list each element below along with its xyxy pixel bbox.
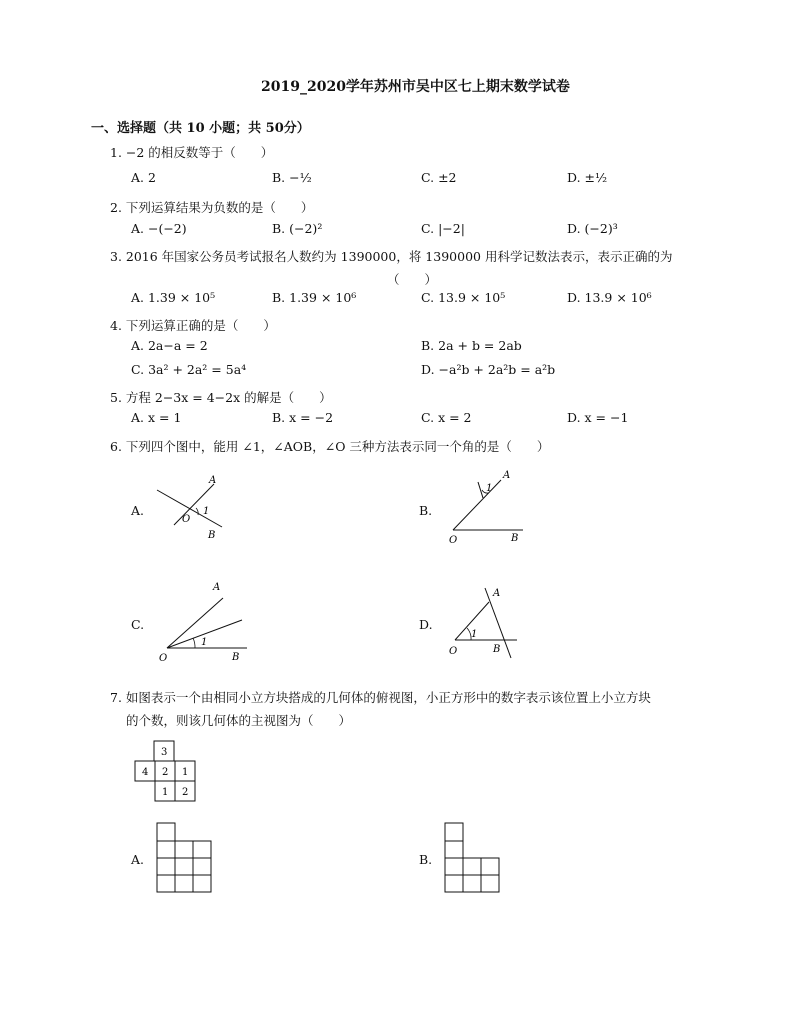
q5-option-d[interactable]: D. x = −1 xyxy=(567,410,629,425)
label-o: O xyxy=(449,535,458,546)
question-1-stem: 1. −2 的相反数等于（ ） xyxy=(110,145,274,160)
label-1: 1 xyxy=(201,637,208,648)
q6-option-d[interactable]: D. xyxy=(419,617,433,632)
q7-option-a[interactable]: A. xyxy=(131,852,145,867)
question-2-stem: 2. 下列运算结果为负数的是（ ） xyxy=(110,200,314,215)
q2-option-a[interactable]: A. −(−2) xyxy=(131,221,187,236)
question-7-stem-cont: 的个数，则该几何体的主视图为（ ） xyxy=(126,713,352,728)
angle-figure-b xyxy=(445,468,535,548)
question-7-stem: 7. 如图表示一个由相同小立方块搭成的几何体的俯视图，小正方形中的数字表示该位置上小立方块 xyxy=(110,690,651,705)
label-1: 1 xyxy=(471,629,478,640)
angle-figure-a xyxy=(150,470,230,545)
label-b: B xyxy=(208,530,216,541)
label-a: A xyxy=(209,475,217,486)
question-4-stem: 4. 下列运算正确的是（ ） xyxy=(110,318,276,333)
cell-number: 4 xyxy=(142,767,149,778)
q3-option-d[interactable]: D. 13.9 × 10⁶ xyxy=(567,290,652,305)
question-6-stem: 6. 下列四个图中，能用 ∠1，∠AOB，∠O 三种方法表示同一个角的是（ ） xyxy=(110,439,550,454)
q2-option-c[interactable]: C. |−2| xyxy=(421,221,465,236)
label-a: A xyxy=(213,582,221,593)
q4-option-b[interactable]: B. 2a + b = 2ab xyxy=(421,338,522,353)
q4-option-a[interactable]: A. 2a−a = 2 xyxy=(131,338,208,353)
label-o: O xyxy=(159,653,168,664)
q3-option-a[interactable]: A. 1.39 × 10⁵ xyxy=(131,290,216,305)
q5-option-c[interactable]: C. x = 2 xyxy=(421,410,472,425)
q2-option-d[interactable]: D. (−2)³ xyxy=(567,221,618,236)
label-a: A xyxy=(493,588,501,599)
front-view-b xyxy=(444,822,502,894)
q1-option-b[interactable]: B. −½ xyxy=(272,170,312,185)
q1-option-c[interactable]: C. ±2 xyxy=(421,170,457,185)
front-view-a xyxy=(156,822,214,894)
label-1: 1 xyxy=(203,506,210,517)
question-3-stem: 3. 2016 年国家公务员考试报名人数约为 1390000，将 1390000 用科学记数法表示，表示正确的为 xyxy=(110,249,673,264)
question-3-stem-cont: （ ） xyxy=(387,272,438,287)
cell-number: 1 xyxy=(182,767,189,778)
angle-figure-d xyxy=(445,582,535,667)
label-o: O xyxy=(182,514,191,525)
question-5-stem: 5. 方程 2−3x = 4−2x 的解是（ ） xyxy=(110,390,332,405)
q6-option-b[interactable]: B. xyxy=(419,503,433,518)
top-view-grid xyxy=(134,740,198,804)
q7-option-b[interactable]: B. xyxy=(419,852,433,867)
q5-option-a[interactable]: A. x = 1 xyxy=(131,410,182,425)
q4-option-d[interactable]: D. −a²b + 2a²b = a²b xyxy=(421,362,556,377)
q3-option-b[interactable]: B. 1.39 × 10⁶ xyxy=(272,290,357,305)
q2-option-b[interactable]: B. (−2)² xyxy=(272,221,323,236)
q5-option-b[interactable]: B. x = −2 xyxy=(272,410,334,425)
cell-number: 2 xyxy=(162,767,169,778)
page-title: 2019_2020学年苏州市吴中区七上期末数学试卷 xyxy=(261,79,570,95)
label-b: B xyxy=(493,644,501,655)
cell-number: 3 xyxy=(161,747,168,758)
q1-option-d[interactable]: D. ±½ xyxy=(567,170,608,185)
q6-option-a[interactable]: A. xyxy=(131,503,145,518)
label-o: O xyxy=(449,646,458,657)
cell-number: 2 xyxy=(182,787,189,798)
q4-option-c[interactable]: C. 3a² + 2a² = 5a⁴ xyxy=(131,362,247,377)
angle-figure-c xyxy=(155,578,255,668)
q1-option-a[interactable]: A. 2 xyxy=(131,170,156,185)
cell-number: 1 xyxy=(162,787,169,798)
label-b: B xyxy=(232,652,240,663)
q6-option-c[interactable]: C. xyxy=(131,617,145,632)
section-heading: 一、选择题（共 10 小题；共 50分） xyxy=(91,121,310,136)
label-a: A xyxy=(503,470,511,481)
q3-option-c[interactable]: C. 13.9 × 10⁵ xyxy=(421,290,506,305)
label-1: 1 xyxy=(486,483,493,494)
label-b: B xyxy=(511,533,519,544)
